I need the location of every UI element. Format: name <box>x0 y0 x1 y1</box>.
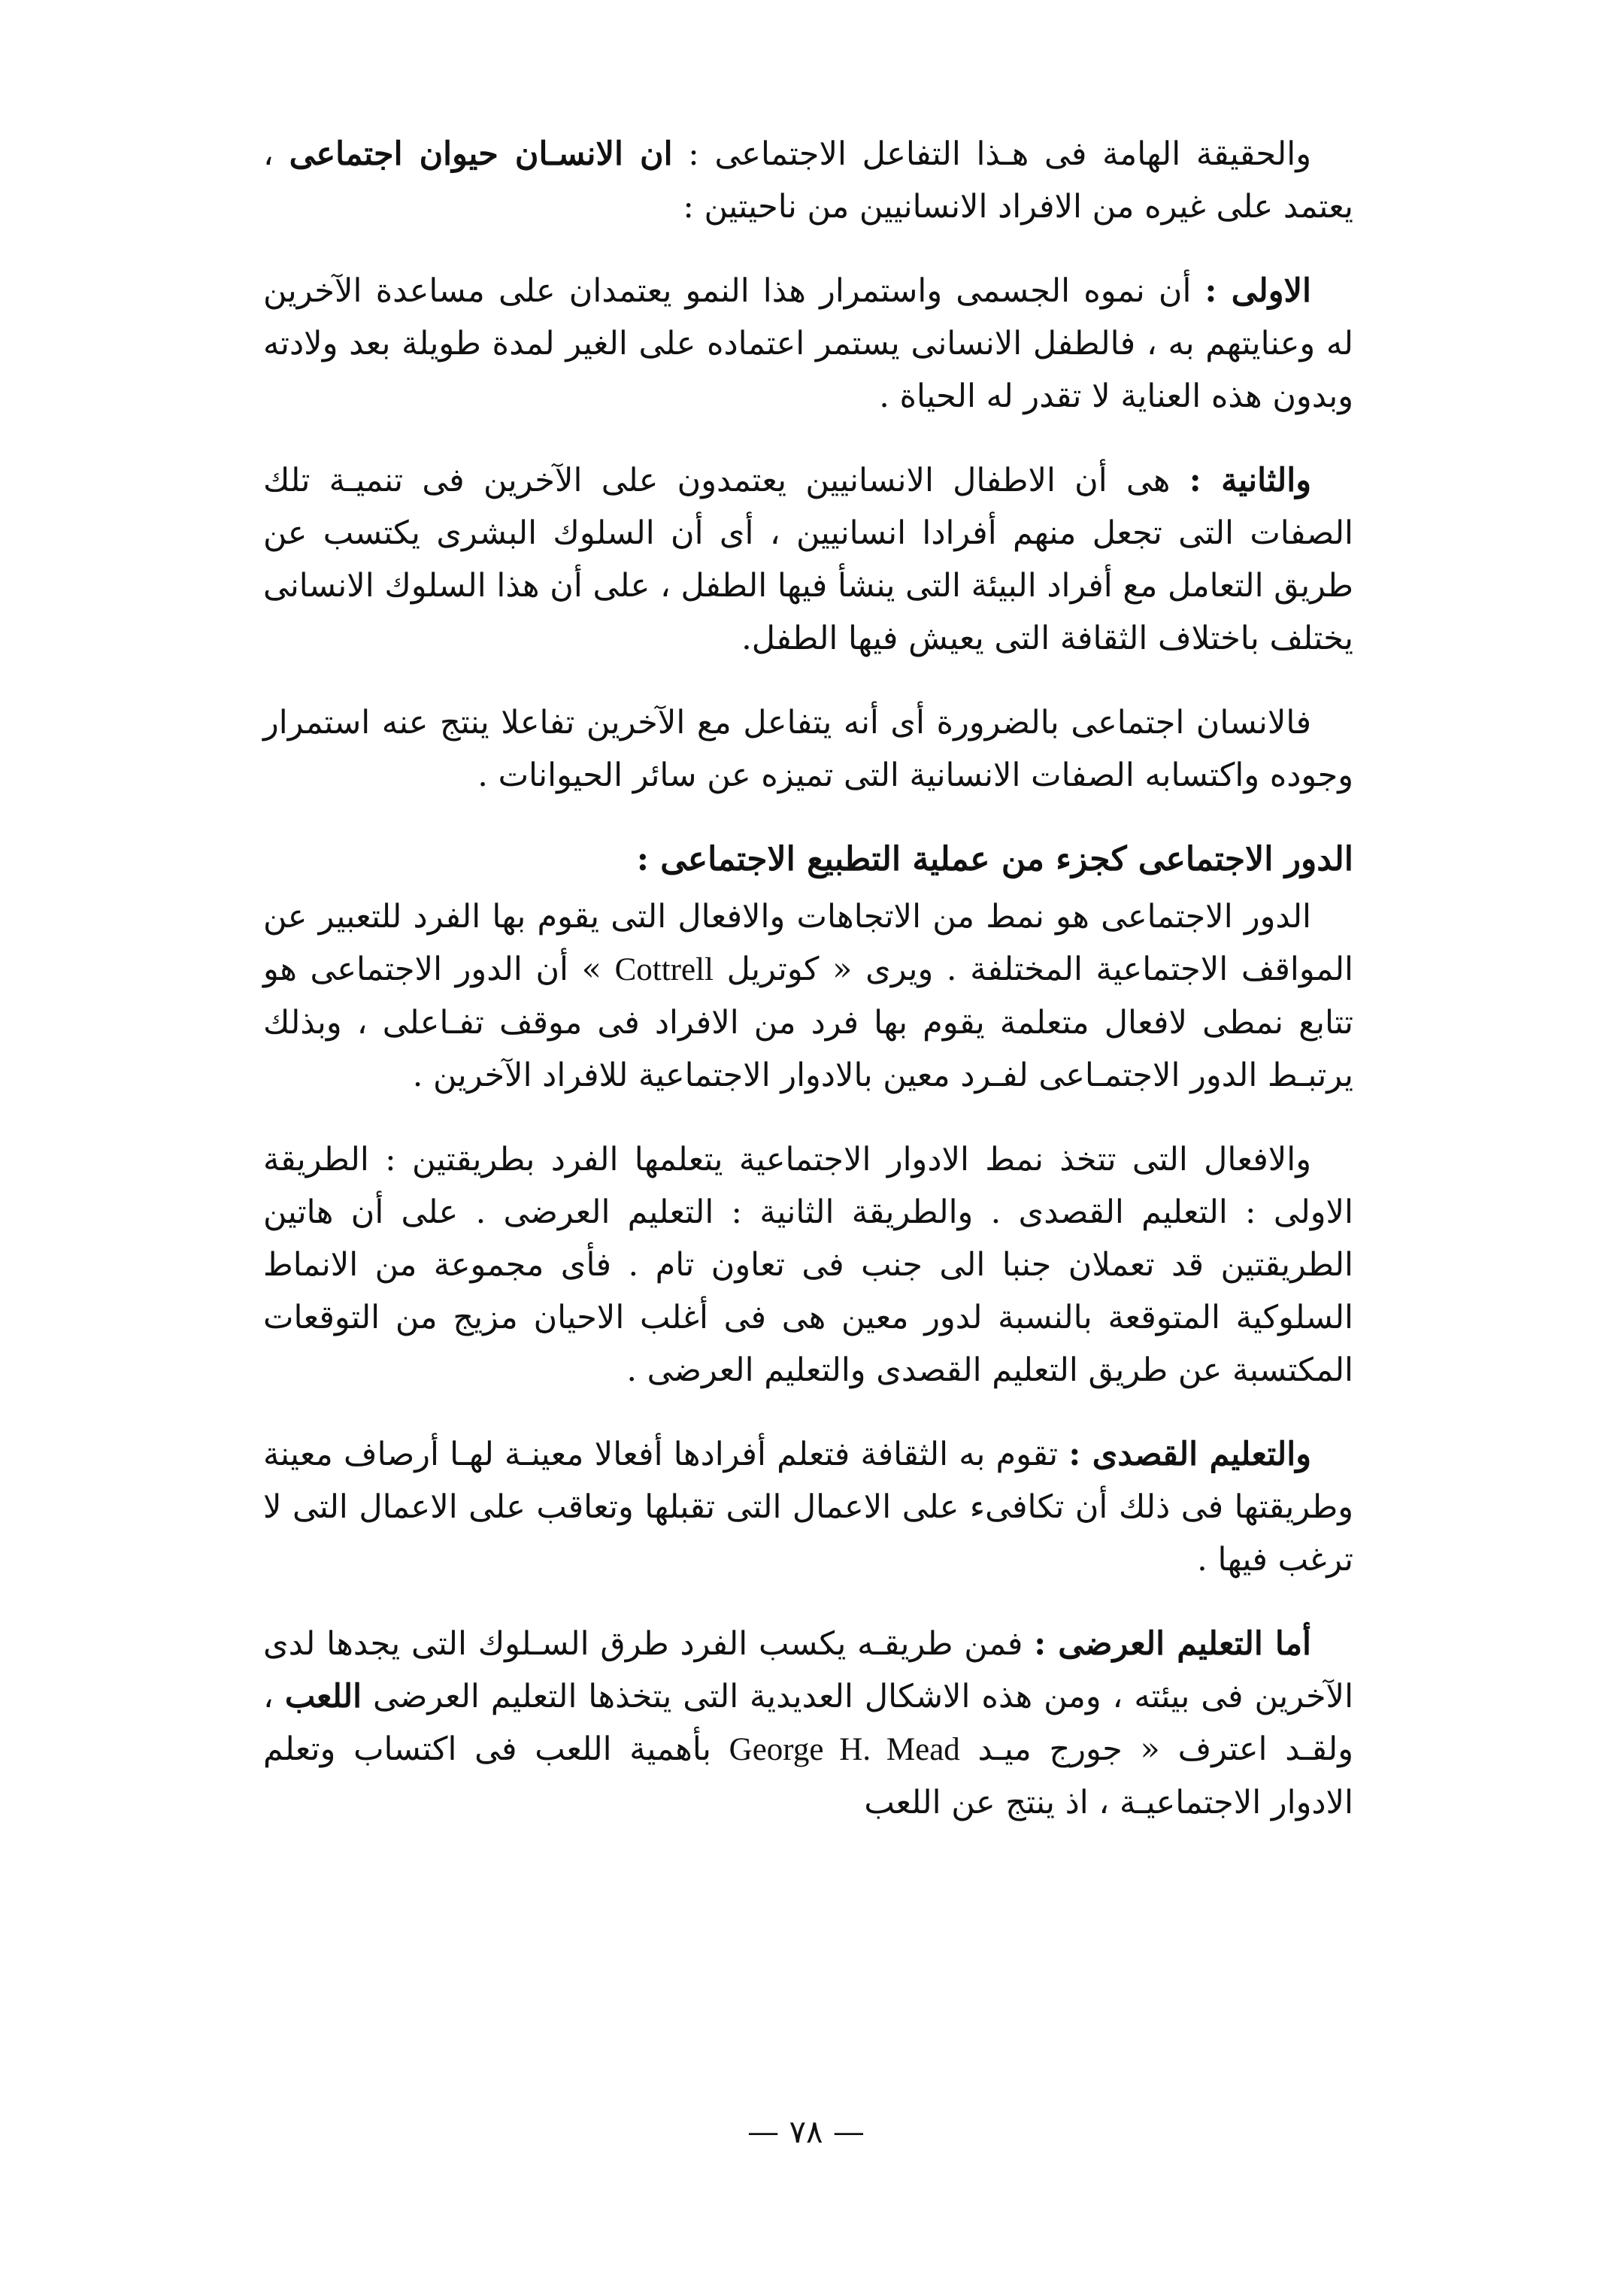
page-body <box>263 128 1353 1829</box>
role-latin-name: Cottrell <box>614 952 714 987</box>
intentional-text: تقوم به الثقافة فتعلم أفرادها أفعالا معينـة لهـا أرصاف معينة وطريقتها فى ذلك أن تكافىء على الاعمال التى تقبلها وتعاقب على الاعمال التى لا ترغب فيها . <box>263 1436 1353 1579</box>
role-text-1: الدور الاجتماعى هو نمط من الاتجاهات والافعال التى يقوم بها الفرد للتعبير عن المواقف الاجتماعية المختلفة . ويرى « كوتريل <box>263 898 1353 988</box>
incidental-text-1: فمن طريقـه يكسب الفرد طرق السـلوك التى يجدها لدى الآخرين فى بيئته ، ومن هذه الاشكال العديدية التى يتخذها التعليم العرضى <box>263 1625 1354 1715</box>
first-lead: الاولى : <box>1204 272 1311 310</box>
section-heading: الدور الاجتماعى كجزء من عملية التطبيع الاجتماعى : <box>636 840 1353 878</box>
paragraph-incidental-learning <box>263 1618 1353 1829</box>
intro-text: والحقيقة الهامة فى هـذا التفاعل الاجتماعى : <box>672 135 1311 173</box>
page-number: — ٧٨ — <box>747 2113 865 2150</box>
paragraph-intro <box>263 128 1353 233</box>
second-text: هى أن الاطفال الانسانيين يعتمدون على الآخرين فى تنميـة تلك الصفات التى تجعل منهم أفرادا انسانيين ، أى أن السلوك البشرى يكتسب عن طريق التعامل مع أفراد البيئة التى ينشأ فيها الطفل ، على أن هذا السلوك الانسانى يختلف باختلاف الثقافة التى يعيش فيها الطفل. <box>263 462 1353 657</box>
methods-text: والافعال التى تتخذ نمط الادوار الاجتماعية يتعلمها الفرد بطريقتين : الطريقة الاولى : التعليم القصدى . والطريقة الثانية : التعليم العرضى . على أن هاتين الطريقتين قد تعملان جنبا الى جنب فى تعاون تام . فأى مجموعة من الانماط السلوكية المتوقعة بالنسبة لدور معين هى فى أغلب الاحيان مزيج من التوقعات المكتسبة عن طريق التعليم القصدى والتعليم العرضى . <box>263 1141 1353 1389</box>
incidental-latin-name: George H. Mead <box>729 1732 960 1767</box>
second-lead: والثانية : <box>1189 462 1311 499</box>
paragraph-second <box>263 454 1353 665</box>
intentional-lead: والتعليم القصدى : <box>1068 1436 1311 1473</box>
incidental-text-2: ، ولقـد اعترف « جورج ميـد <box>263 1678 1354 1768</box>
paragraph-role-definition <box>263 890 1353 1102</box>
paragraph-conclusion <box>263 696 1353 802</box>
incidental-text-3: بأهمية اللعب فى اكتساب وتعلم الادوار الاجتماعيـة ، اذ ينتج عن اللعب <box>263 1730 1353 1821</box>
paragraph-learning-methods <box>263 1133 1353 1397</box>
intro-rest: ، يعتمد على غيره من الافراد الانسانيين من ناحيتين : <box>263 135 1353 226</box>
conclusion-text: فالانسان اجتماعى بالضرورة أى أنه يتفاعل مع الآخرين تفاعلا ينتج عنه استمرار وجوده واكتسابه الصفات الانسانية التى تميزه عن سائر الحيوانات . <box>263 704 1353 794</box>
incidental-lead: أما التعليم العرضى : <box>1034 1625 1311 1663</box>
incidental-bold-play: اللعب <box>284 1678 362 1715</box>
intro-bold-thesis: ان الانسـان حيوان اجتماعى <box>289 135 673 173</box>
paragraph-intentional-learning <box>263 1428 1353 1586</box>
first-text: أن نموه الجسمى واستمرار هذا النمو يعتمدان على مساعدة الآخرين له وعنايتهم به ، فالطفل الانسانى يستمر اعتماده على الغير لمدة طويلة بعد ولادته وبدون هذه العناية لا تقدر له الحياة . <box>263 272 1353 415</box>
paragraph-first <box>263 265 1353 423</box>
role-text-2: » أن الدور الاجتماعى هو تتابع نمطى لافعال متعلمة يقوم بها فرد من الافراد فى موقف تفـاعلى ، وبذلك يرتبـط الدور الاجتمـاعى لفـرد معين بالادوار الاجتماعية للافراد الآخرين . <box>263 951 1353 1094</box>
